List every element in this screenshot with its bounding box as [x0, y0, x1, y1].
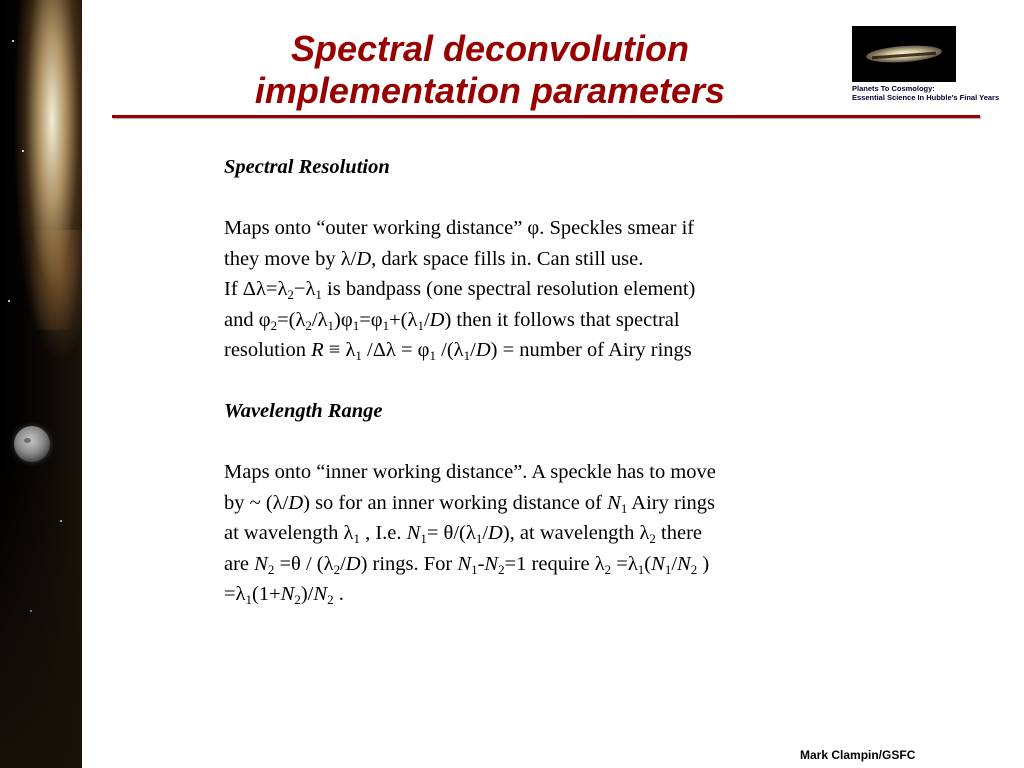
strip-fade [0, 460, 82, 768]
title-line-2: implementation parameters [254, 70, 726, 111]
footer-author: Mark Clampin/GSFC [800, 748, 916, 762]
conference-logo [852, 26, 1012, 106]
logo-caption [852, 84, 1012, 102]
star-icon [12, 40, 14, 42]
star-icon [8, 300, 10, 302]
paragraph-spectral-resolution: Maps onto “outer working distance” φ. Speckles smear if they move by λ/D, dark space fills in. Can still use. If $\Delta\lambda=\lambda_2-\lambda_1$ is bandpass (one spectral resolution element) and $\varphi_2=(\lambda_2/\lambda_1)\varphi_1=\varphi_1+(\lambda_1/D)$ then it follows that spectral resolution $R \equiv \lambda_1$ $/\Delta\lambda = \varphi_1$ $/(\lambda_1/D)$ = number of Airy rings [224, 217, 696, 363]
section-heading-wavelength-range: Wavelength Range [224, 400, 383, 422]
space-decoration-image [0, 0, 82, 768]
paragraph-wavelength-range: Maps onto “inner working distance”. A speckle has to move by ~ (λ/D) so for an inner working distance of $N_1$ Airy rings at wavelength $\lambda_1$ , I.e. $N_1= \theta/(\lambda_1/D)$, at wavelength $\lambda_2$ there are $N_2 =\theta / (\lambda_2/D)$ rings. For $N_1-N_2=1$ require $\lambda_2 =\lambda_1(N_1/N_2$ ) $=\lambda_1(1+N_2)/N_2$ . [224, 461, 716, 607]
planet-icon [14, 426, 50, 462]
nebula-glow-lower [0, 230, 82, 430]
slide-title [110, 28, 870, 112]
star-icon [22, 150, 24, 152]
section-heading-spectral-resolution: Spectral Resolution [224, 156, 390, 178]
title-line-1: Spectral deconvolution [290, 28, 690, 69]
slide-body [224, 152, 864, 610]
galaxy-logo-icon [852, 26, 956, 82]
logo-caption-line-2: Essential Science In Hubble's Final Years [852, 93, 1000, 102]
logo-caption-line-1: Planets To Cosmology: [852, 84, 935, 93]
title-underline-rule [112, 115, 980, 118]
